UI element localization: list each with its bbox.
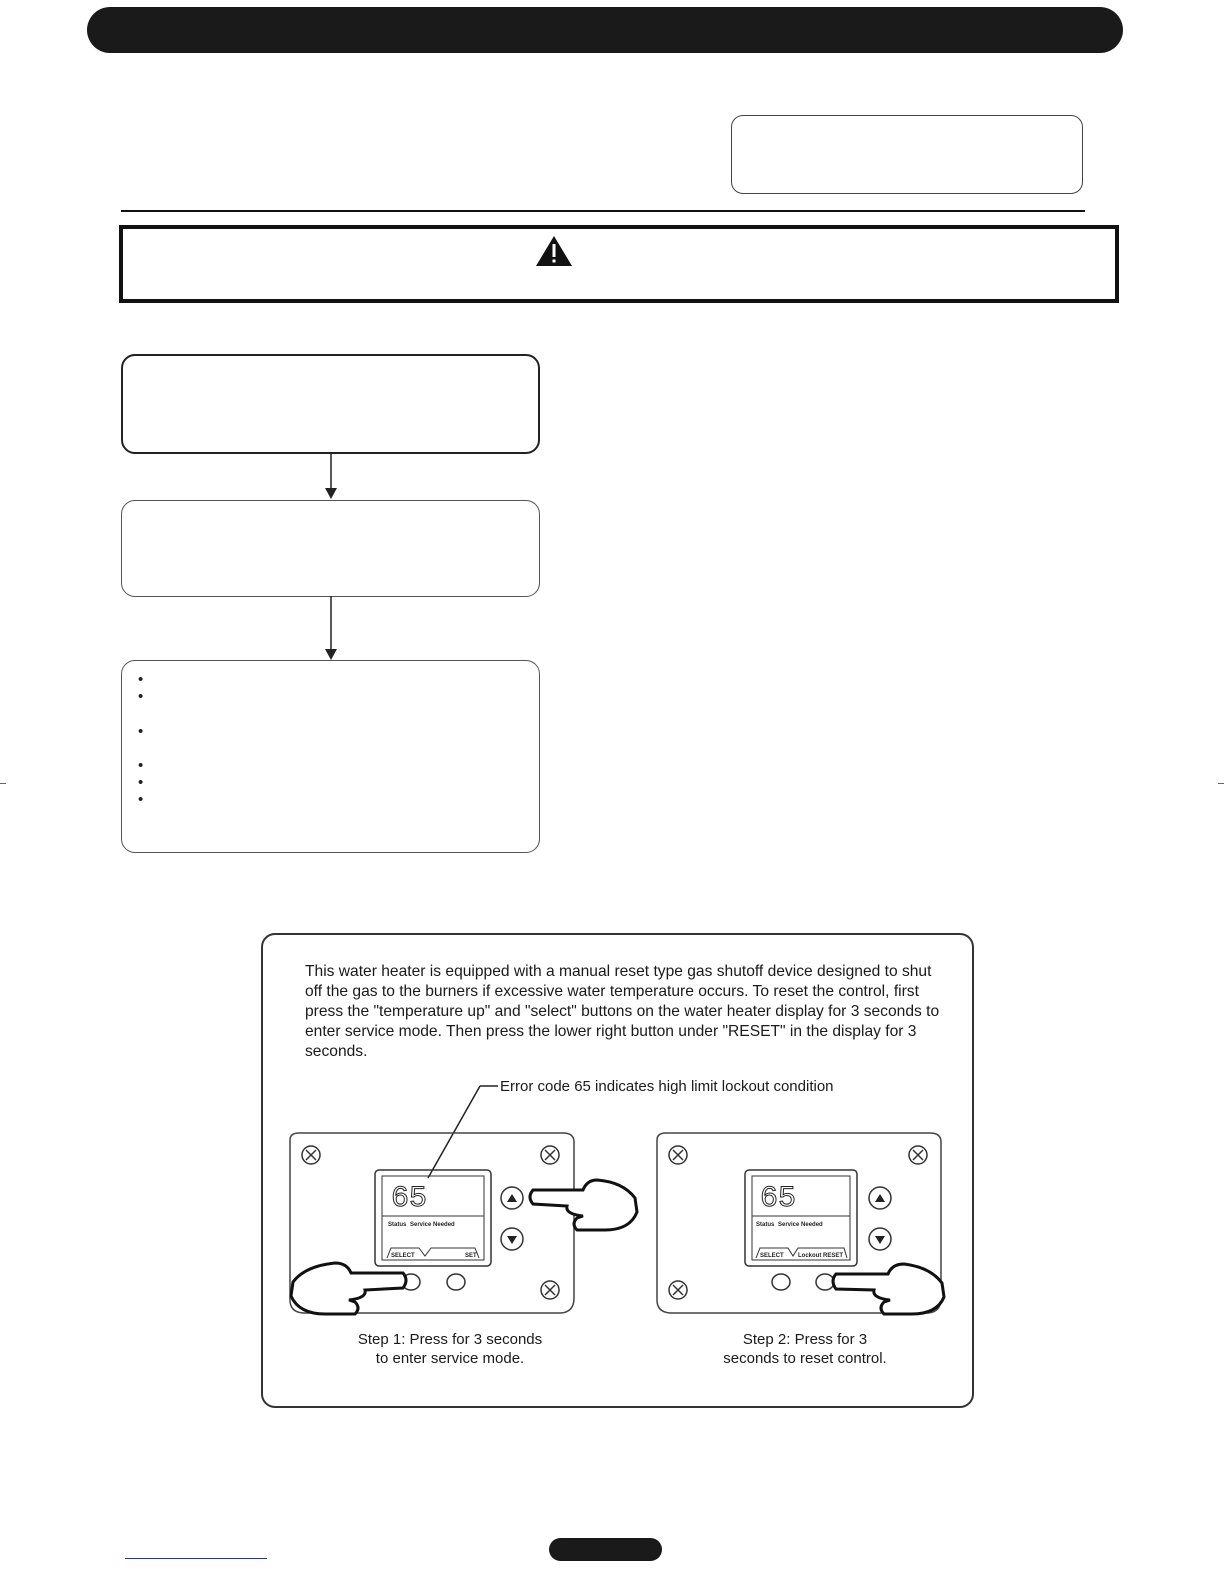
status-value: Service Needed bbox=[778, 1222, 823, 1228]
flow-arrow-2 bbox=[322, 596, 340, 662]
step-1-line-2: to enter service mode. bbox=[375, 1350, 525, 1367]
model-info-box bbox=[731, 115, 1083, 194]
screw-icon bbox=[541, 1281, 559, 1299]
step-1-line-1: Step 1: Press for 3 seconds bbox=[357, 1331, 543, 1348]
step-1-caption bbox=[330, 1330, 570, 1368]
flowchart-step-1-box bbox=[121, 354, 540, 454]
screw-icon bbox=[541, 1146, 559, 1164]
registration-mark-left bbox=[0, 783, 6, 784]
screw-icon bbox=[669, 1281, 687, 1299]
step-2-line-1: Step 2: Press for 3 bbox=[742, 1331, 868, 1348]
header-bar bbox=[87, 7, 1123, 53]
exclamation-triangle-icon bbox=[535, 235, 573, 267]
bullet-point: • bbox=[138, 688, 144, 705]
screw-icon bbox=[302, 1146, 320, 1164]
temperature-down-button[interactable] bbox=[869, 1228, 891, 1250]
soft-key-left-label: SELECT bbox=[760, 1253, 784, 1259]
bullet-point: • bbox=[138, 757, 144, 774]
control-panel-step-1 bbox=[285, 1128, 650, 1328]
error-code-digits: 65 bbox=[760, 1182, 797, 1216]
error-code-digits: 65 bbox=[391, 1182, 428, 1216]
status-label: Status bbox=[388, 1222, 407, 1228]
temperature-up-button[interactable] bbox=[501, 1187, 523, 1209]
step-2-line-2: seconds to reset control. bbox=[723, 1350, 887, 1367]
page-number-pill bbox=[549, 1538, 662, 1561]
screw-icon bbox=[909, 1146, 927, 1164]
status-value: Service Needed bbox=[410, 1222, 455, 1228]
reset-instructions-text: This water heater is equipped with a manual reset type gas shutoff device designed to shut off the gas to the burners if excessive water temperature occurs. To reset the control, first press the "temperature up" and "select" buttons on the water heater display for 3 seconds to enter service mode. Then press the lower right button under "RESET" in the display for 3 seconds. bbox=[305, 963, 940, 1060]
flowchart-step-3-box bbox=[121, 660, 540, 853]
error-code-caption: Error code 65 indicates high limit lockout condition bbox=[500, 1078, 834, 1095]
pointing-hand-icon bbox=[833, 1264, 944, 1314]
soft-key-right-label: Lockout RESET bbox=[798, 1253, 844, 1259]
soft-key-left-label: SELECT bbox=[391, 1253, 415, 1259]
step-2-caption bbox=[690, 1330, 920, 1368]
section-divider bbox=[121, 210, 1085, 212]
bullet-point: • bbox=[138, 723, 144, 740]
control-panel-step-2 bbox=[652, 1128, 952, 1328]
bullet-point: • bbox=[138, 671, 144, 688]
bullet-point: • bbox=[138, 791, 144, 808]
temperature-up-button[interactable] bbox=[869, 1187, 891, 1209]
set-button[interactable] bbox=[447, 1274, 465, 1290]
footer-link-underline[interactable] bbox=[125, 1558, 267, 1559]
flow-arrow-1 bbox=[322, 453, 340, 501]
registration-mark-right bbox=[1218, 783, 1224, 784]
reset-button[interactable] bbox=[816, 1274, 834, 1290]
warning-box bbox=[119, 225, 1119, 303]
bullet-point: • bbox=[138, 774, 144, 791]
temperature-down-button[interactable] bbox=[501, 1228, 523, 1250]
soft-key-right-label: SET bbox=[465, 1253, 477, 1259]
screw-icon bbox=[669, 1146, 687, 1164]
pointing-hand-icon bbox=[530, 1180, 637, 1230]
select-button[interactable] bbox=[772, 1274, 790, 1290]
flowchart-step-2-box bbox=[121, 500, 540, 597]
status-label: Status bbox=[756, 1222, 775, 1228]
pointing-hand-icon bbox=[291, 1263, 406, 1314]
